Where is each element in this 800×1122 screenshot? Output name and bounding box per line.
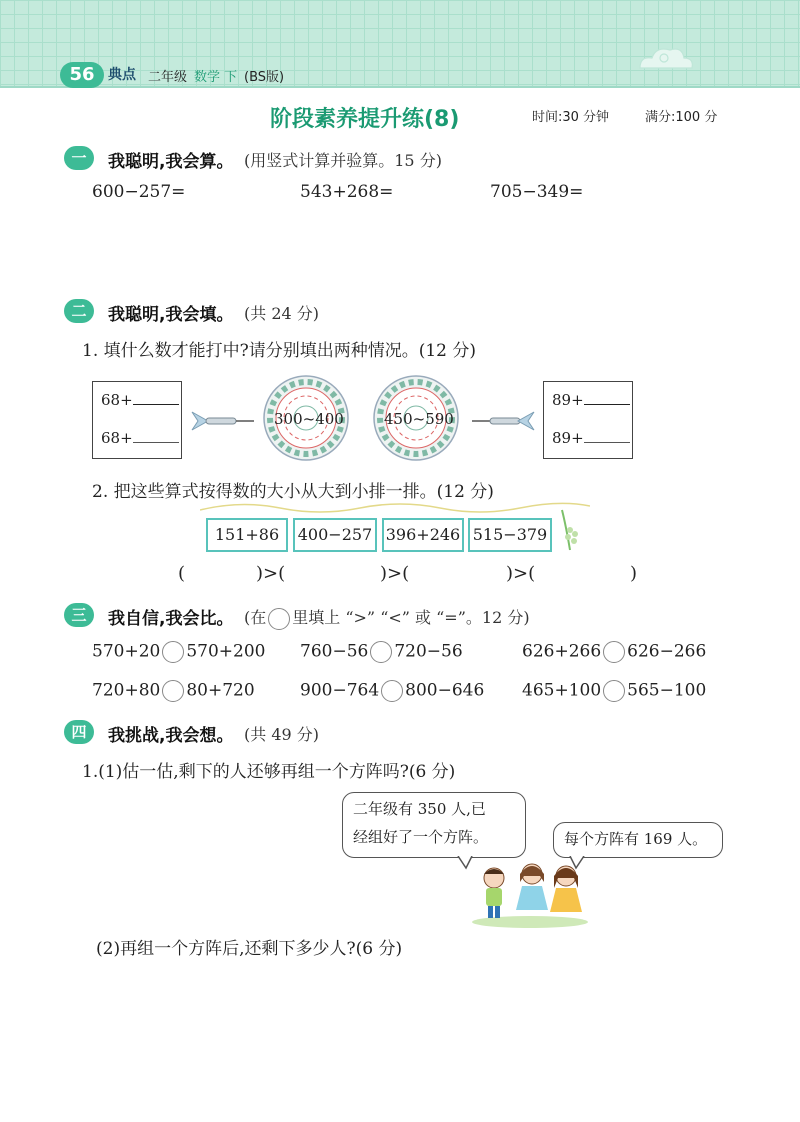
speech-bubble-2: 每个方阵有 169 人。 bbox=[553, 822, 723, 858]
question-4-1: 1.(1)估一估,剩下的人还够再组一个方阵吗?(6 分) bbox=[82, 762, 456, 782]
compare-circle[interactable] bbox=[162, 641, 184, 663]
decorative-vine bbox=[200, 500, 590, 514]
answer-blank[interactable] bbox=[133, 390, 179, 405]
brand-logo: 典点 bbox=[108, 67, 136, 83]
header-divider bbox=[0, 86, 800, 95]
answer-blank[interactable] bbox=[584, 428, 630, 443]
cloud-icon bbox=[630, 38, 700, 78]
compare-circle[interactable] bbox=[603, 680, 625, 702]
bubble-1-line-2: 经组好了一个方阵。 bbox=[353, 828, 489, 846]
order-paren-3: )>( bbox=[380, 563, 410, 584]
section-2-badge: 二 bbox=[64, 299, 94, 323]
full-score: 满分:100 分 bbox=[645, 110, 718, 125]
compare-circle[interactable] bbox=[381, 680, 403, 702]
calc-problem-3: 705−349= bbox=[490, 182, 584, 202]
order-paren-5: ) bbox=[630, 563, 638, 584]
question-4-2: (2)再组一个方阵后,还剩下多少人?(6 分) bbox=[96, 939, 403, 959]
page-number: 56 bbox=[60, 62, 104, 88]
compare-item: 720+80 80+720 bbox=[92, 680, 255, 701]
bubble-1-line-1: 二年级有 350 人,已 bbox=[353, 800, 486, 818]
compare-item: 570+20 570+200 bbox=[92, 641, 266, 662]
target-range-1: 300~400 bbox=[274, 410, 344, 428]
order-paren-1: ( bbox=[178, 563, 186, 584]
calc-problem-1: 600−257= bbox=[92, 182, 186, 202]
question-2-2: 2. 把这些算式按得数的大小从大到小排一排。(12 分) bbox=[92, 482, 494, 502]
section-1-badge: 一 bbox=[64, 146, 94, 170]
dart-icon bbox=[468, 408, 536, 434]
section-4-note: (共 49 分) bbox=[244, 725, 320, 744]
compare-item: 465+100 565−100 bbox=[522, 680, 707, 701]
section-4-badge: 四 bbox=[64, 720, 94, 744]
compare-item: 760−56 720−56 bbox=[300, 641, 463, 662]
expression-card-4: 515−379 bbox=[468, 518, 552, 552]
subject-label: 数学 下 bbox=[194, 70, 238, 85]
order-paren-4: )>( bbox=[506, 563, 536, 584]
section-1-note: (用竖式计算并验算。15 分) bbox=[244, 151, 442, 170]
section-3-note: (在 里填上 “>” “<” 或 “=”。12 分) bbox=[244, 605, 530, 630]
grape-vine-icon bbox=[556, 506, 584, 552]
answer-blank[interactable] bbox=[584, 390, 630, 405]
dart-icon bbox=[190, 408, 258, 434]
answer-box-left bbox=[92, 381, 182, 459]
compare-circle[interactable] bbox=[603, 641, 625, 663]
time-limit: 时间:30 分钟 bbox=[532, 110, 610, 125]
expression-card-2: 400−257 bbox=[293, 518, 377, 552]
answer-blank[interactable] bbox=[133, 428, 179, 443]
page-title: 阶段素养提升练(8) bbox=[270, 107, 460, 132]
compare-circle[interactable] bbox=[162, 680, 184, 702]
order-paren-2: )>( bbox=[256, 563, 286, 584]
section-2-title: 我聪明,我会填。 bbox=[108, 305, 234, 325]
section-1-title: 我聪明,我会算。 bbox=[108, 152, 234, 172]
left-expr-2: 68+ bbox=[101, 429, 133, 447]
grade-label: 二年级 bbox=[148, 70, 188, 85]
target-range-2: 450~590 bbox=[384, 410, 454, 428]
question-2-1: 1. 填什么数才能打中?请分别填出两种情况。(12 分) bbox=[82, 341, 477, 361]
expression-card-3: 396+246 bbox=[382, 518, 464, 552]
compare-circle-sample bbox=[268, 608, 290, 630]
right-expr-2: 89+ bbox=[552, 429, 584, 447]
compare-circle[interactable] bbox=[370, 641, 392, 663]
edition-label: (BS版) bbox=[244, 70, 285, 85]
expression-card-1: 151+86 bbox=[206, 518, 288, 552]
section-2-note: (共 24 分) bbox=[244, 304, 320, 323]
section-3-title: 我自信,我会比。 bbox=[108, 609, 234, 629]
section-3-badge: 三 bbox=[64, 603, 94, 627]
right-expr-1: 89+ bbox=[552, 391, 584, 409]
children-illustration bbox=[470, 858, 590, 928]
calc-problem-2: 543+268= bbox=[300, 182, 394, 202]
speech-bubble-1 bbox=[342, 792, 526, 858]
answer-box-right bbox=[543, 381, 633, 459]
left-expr-1: 68+ bbox=[101, 391, 133, 409]
compare-item: 626+266 626−266 bbox=[522, 641, 707, 662]
section-4-title: 我挑战,我会想。 bbox=[108, 726, 234, 746]
compare-item: 900−764 800−646 bbox=[300, 680, 485, 701]
